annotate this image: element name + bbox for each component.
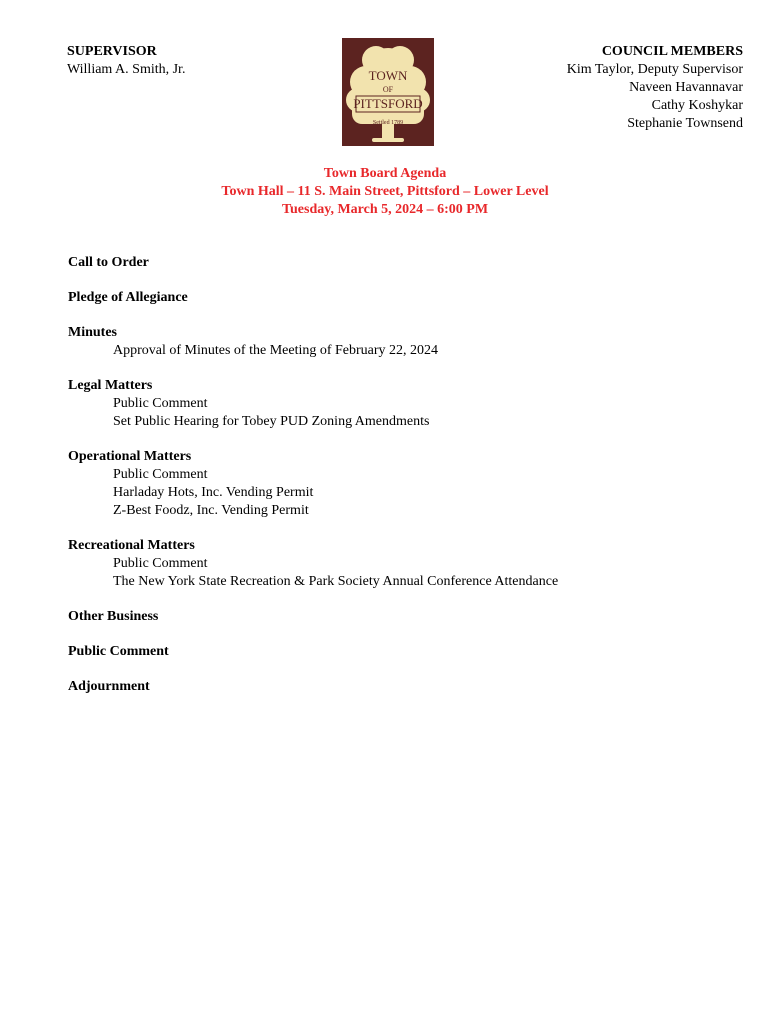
council-member: Stephanie Townsend	[627, 116, 743, 131]
council-member: Cathy Koshykar	[651, 98, 743, 113]
agenda-title-block	[0, 165, 770, 219]
council-member: Naveen Havannavar	[629, 80, 743, 95]
agenda-section-public-comment	[68, 643, 748, 661]
logo-line-town: TOWN	[368, 68, 408, 83]
town-of-pittsford-logo	[342, 38, 434, 146]
agenda-item: The New York State Recreation & Park Society Annual Conference Attendance	[113, 574, 559, 589]
council-member: Kim Taylor, Deputy Supervisor	[566, 62, 743, 77]
agenda-section-other-business	[68, 608, 748, 626]
logo-line-settled: Settled 1789	[372, 120, 404, 126]
agenda-list	[68, 254, 748, 713]
agenda-title: Town Board Agenda	[323, 166, 447, 181]
section-title: Operational Matters	[68, 449, 192, 464]
supervisor-name: William A. Smith, Jr.	[67, 62, 186, 77]
section-title: Pledge of Allegiance	[68, 290, 188, 305]
council-members-block	[567, 43, 743, 133]
agenda-location: Town Hall – 11 S. Main Street, Pittsford – Lower Level	[221, 184, 549, 199]
agenda-item: Approval of Minutes of the Meeting of February 22, 2024	[113, 343, 439, 358]
agenda-item: Z-Best Foodz, Inc. Vending Permit	[113, 503, 309, 518]
section-title: Minutes	[68, 325, 117, 340]
logo-line-of: OF	[382, 85, 394, 94]
section-title: Adjournment	[68, 679, 150, 694]
agenda-item: Set Public Hearing for Tobey PUD Zoning Amendments	[113, 414, 430, 429]
agenda-item: Harladay Hots, Inc. Vending Permit	[113, 485, 314, 500]
agenda-item: Public Comment	[113, 556, 208, 571]
agenda-section-adjournment	[68, 678, 748, 696]
section-title: Public Comment	[68, 644, 169, 659]
agenda-section-legal	[68, 377, 748, 431]
section-title: Call to Order	[68, 255, 149, 270]
agenda-item: Public Comment	[113, 467, 208, 482]
agenda-date-time: Tuesday, March 5, 2024 – 6:00 PM	[281, 202, 489, 217]
agenda-section-pledge	[68, 289, 748, 307]
section-title: Legal Matters	[68, 378, 153, 393]
council-label: COUNCIL MEMBERS	[601, 44, 743, 59]
section-title: Recreational Matters	[68, 538, 195, 553]
agenda-item: Public Comment	[113, 396, 208, 411]
agenda-section-call-to-order	[68, 254, 748, 272]
logo-line-pittsford: PITTSFORD	[353, 96, 423, 111]
agenda-section-recreational	[68, 537, 748, 591]
agenda-section-operational	[68, 448, 748, 520]
agenda-section-minutes	[68, 324, 748, 360]
supervisor-label: SUPERVISOR	[67, 44, 157, 59]
supervisor-block	[67, 43, 185, 79]
section-title: Other Business	[68, 609, 159, 624]
